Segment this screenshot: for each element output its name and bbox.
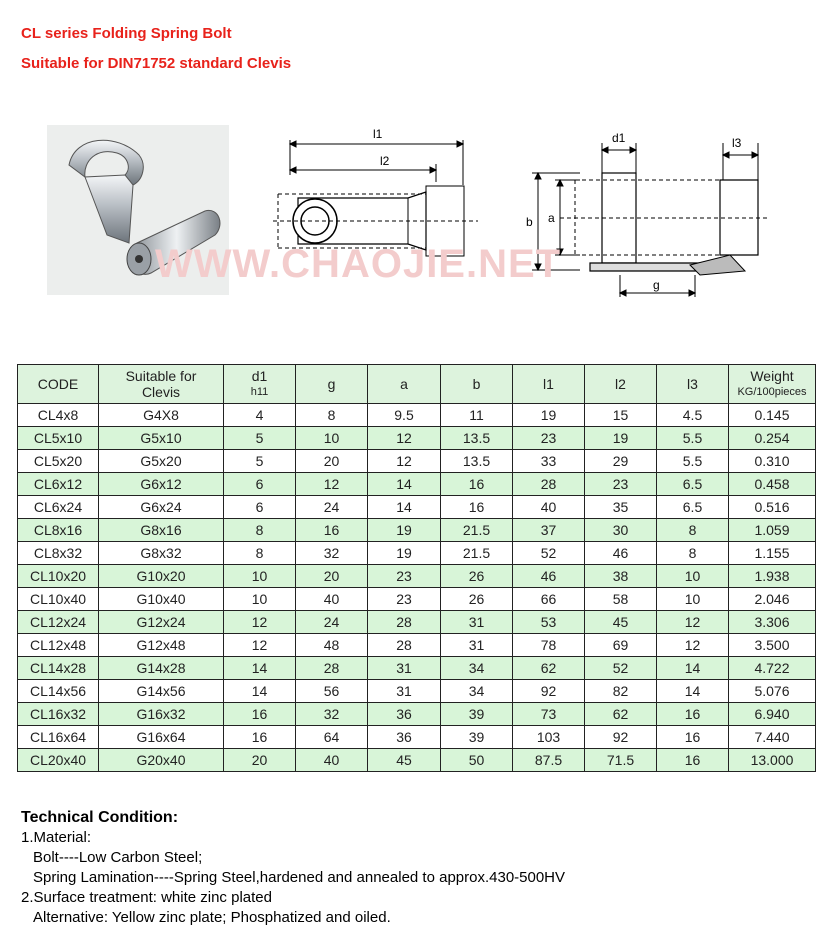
table-cell: 26 [441,565,513,588]
table-row [18,611,816,634]
table-header-row [18,365,816,404]
table-cell: 46 [585,542,657,565]
table-cell: CL8x32 [18,542,99,565]
table-cell: G16x64 [99,726,224,749]
table-cell: 13.5 [441,450,513,473]
table-cell: 30 [585,519,657,542]
table-cell: 23 [513,427,585,450]
table-cell: 35 [585,496,657,519]
table-cell: 12 [368,450,441,473]
table-cell: 10 [296,427,368,450]
header-l3: l3 [657,365,729,404]
table-cell: 12 [224,634,296,657]
table-cell: CL6x12 [18,473,99,496]
table-cell: 16 [657,749,729,772]
technical-line: Bolt----Low Carbon Steel; [33,849,203,866]
table-cell: 16 [224,726,296,749]
header-a: a [368,365,441,404]
table-cell: G16x32 [99,703,224,726]
table-cell: 6.5 [657,496,729,519]
table-cell: G12x48 [99,634,224,657]
table-cell: 12 [224,611,296,634]
table-row [18,588,816,611]
spec-table [17,364,816,772]
table-cell: 16 [657,703,729,726]
table-cell: G14x56 [99,680,224,703]
table-cell: CL5x20 [18,450,99,473]
table-row [18,634,816,657]
table-cell: CL20x40 [18,749,99,772]
table-cell: CL16x32 [18,703,99,726]
technical-line: 2.Surface treatment: white zinc plated [21,889,272,906]
table-cell: 2.046 [729,588,816,611]
watermark: WWW.CHAOJIE.NET [155,242,562,286]
table-cell: 28 [513,473,585,496]
table-cell: 40 [296,749,368,772]
table-cell: 31 [441,611,513,634]
table-row [18,680,816,703]
table-cell: CL12x48 [18,634,99,657]
table-cell: 6 [224,473,296,496]
table-cell: 14 [657,680,729,703]
table-cell: 24 [296,611,368,634]
page-subtitle: Suitable for DIN71752 standard Clevis [21,55,292,72]
table-cell: 14 [657,657,729,680]
table-cell: 40 [296,588,368,611]
table-cell: G5x10 [99,427,224,450]
table-cell: 4.5 [657,404,729,427]
table-cell: 33 [513,450,585,473]
table-row [18,404,816,427]
table-cell: 19 [368,519,441,542]
table-cell: 28 [296,657,368,680]
table-cell: 4.722 [729,657,816,680]
table-cell: 6.5 [657,473,729,496]
header-d1: d1 h11 [224,365,296,404]
table-cell: 4 [224,404,296,427]
table-cell: 1.938 [729,565,816,588]
table-cell: 5.5 [657,427,729,450]
table-cell: 21.5 [441,542,513,565]
label-b: b [526,215,533,229]
table-cell: 19 [368,542,441,565]
table-cell: 16 [296,519,368,542]
table-cell: 62 [585,703,657,726]
header-code: CODE [18,365,99,404]
table-cell: 52 [513,542,585,565]
table-cell: 16 [441,496,513,519]
table-cell: 20 [296,450,368,473]
table-cell: G12x24 [99,611,224,634]
technical-heading: Technical Condition: [21,809,179,826]
table-cell: 0.458 [729,473,816,496]
table-cell: 28 [368,634,441,657]
table-cell: G10x40 [99,588,224,611]
table-cell: 8 [296,404,368,427]
table-row [18,519,816,542]
table-cell: 10 [224,565,296,588]
header-b: b [441,365,513,404]
table-row [18,749,816,772]
table-cell: 12 [657,611,729,634]
table-cell: 0.516 [729,496,816,519]
label-l3: l3 [732,136,742,150]
table-cell: 31 [368,680,441,703]
table-cell: CL5x10 [18,427,99,450]
table-row [18,450,816,473]
table-cell: 5 [224,450,296,473]
table-cell: 3.306 [729,611,816,634]
table-cell: 5.076 [729,680,816,703]
table-cell: 92 [513,680,585,703]
table-row [18,726,816,749]
table-cell: CL16x64 [18,726,99,749]
header-g: g [296,365,368,404]
table-cell: 10 [224,588,296,611]
table-cell: 87.5 [513,749,585,772]
table-cell: 20 [224,749,296,772]
table-cell: 14 [224,680,296,703]
table-cell: CL4x8 [18,404,99,427]
header-l2: l2 [585,365,657,404]
table-cell: 36 [368,703,441,726]
table-cell: 1.059 [729,519,816,542]
table-cell: 45 [585,611,657,634]
table-cell: CL8x16 [18,519,99,542]
table-row [18,565,816,588]
table-cell: G5x20 [99,450,224,473]
table-cell: 23 [368,588,441,611]
table-cell: 6 [224,496,296,519]
table-cell: 26 [441,588,513,611]
table-cell: 0.310 [729,450,816,473]
table-cell: 50 [441,749,513,772]
table-cell: 28 [368,611,441,634]
table-cell: 58 [585,588,657,611]
label-d1: d1 [612,131,626,145]
table-cell: 10 [657,565,729,588]
table-cell: 16 [657,726,729,749]
table-cell: 34 [441,680,513,703]
table-cell: 8 [224,519,296,542]
table-cell: 16 [224,703,296,726]
table-cell: 31 [441,634,513,657]
table-cell: 52 [585,657,657,680]
table-cell: G14x28 [99,657,224,680]
table-cell: 23 [368,565,441,588]
table-cell: CL14x28 [18,657,99,680]
technical-line: Spring Lamination----Spring Steel,hardened and annealed to approx.430-500HV [33,869,566,886]
table-cell: 19 [513,404,585,427]
table-cell: CL12x24 [18,611,99,634]
table-cell: 14 [224,657,296,680]
table-row [18,427,816,450]
table-cell: 34 [441,657,513,680]
table-cell: 46 [513,565,585,588]
technical-condition [21,808,565,928]
table-cell: 9.5 [368,404,441,427]
table-cell: 31 [368,657,441,680]
table-row [18,473,816,496]
table-cell: 24 [296,496,368,519]
table-cell: 8 [224,542,296,565]
table-cell: 0.254 [729,427,816,450]
table-cell: 16 [441,473,513,496]
label-a: a [548,211,555,225]
table-cell: 71.5 [585,749,657,772]
table-cell: CL10x40 [18,588,99,611]
table-cell: G6x24 [99,496,224,519]
table-cell: 19 [585,427,657,450]
page-title: CL series Folding Spring Bolt [21,25,232,42]
table-cell: G6x12 [99,473,224,496]
table-cell: 13.5 [441,427,513,450]
table-cell: 20 [296,565,368,588]
header-clevis: Suitable for Clevis [99,365,224,404]
table-cell: 64 [296,726,368,749]
table-cell: 23 [585,473,657,496]
technical-line: 1.Material: [21,829,92,846]
table-cell: 62 [513,657,585,680]
table-cell: 29 [585,450,657,473]
table-cell: G20x40 [99,749,224,772]
table-cell: 53 [513,611,585,634]
table-cell: 78 [513,634,585,657]
table-cell: 5.5 [657,450,729,473]
table-cell: 8 [657,519,729,542]
header-weight: Weight KG/100pieces [729,365,816,404]
table-row [18,496,816,519]
table-cell: 32 [296,542,368,565]
table-cell: 56 [296,680,368,703]
table-cell: CL14x56 [18,680,99,703]
table-cell: 73 [513,703,585,726]
table-cell: 40 [513,496,585,519]
table-cell: 37 [513,519,585,542]
table-cell: 103 [513,726,585,749]
table-cell: 1.155 [729,542,816,565]
table-cell: 0.145 [729,404,816,427]
table-cell: G8x32 [99,542,224,565]
table-cell: CL6x24 [18,496,99,519]
table-cell: 45 [368,749,441,772]
table-cell: G4X8 [99,404,224,427]
table-cell: 39 [441,703,513,726]
table-cell: 15 [585,404,657,427]
table-cell: 21.5 [441,519,513,542]
header-l1: l1 [513,365,585,404]
table-cell: 7.440 [729,726,816,749]
table-row [18,703,816,726]
table-cell: 8 [657,542,729,565]
table-row [18,542,816,565]
table-cell: 66 [513,588,585,611]
table-cell: 36 [368,726,441,749]
table-cell: 5 [224,427,296,450]
table-cell: G10x20 [99,565,224,588]
table-cell: 48 [296,634,368,657]
table-cell: 82 [585,680,657,703]
label-l1: l1 [373,127,383,141]
table-cell: 12 [368,427,441,450]
table-cell: 3.500 [729,634,816,657]
table-cell: 14 [368,496,441,519]
technical-line: Alternative: Yellow zinc plate; Phosphatized and oiled. [33,909,391,926]
table-cell: 12 [296,473,368,496]
table-cell: 12 [657,634,729,657]
table-cell: G8x16 [99,519,224,542]
table-cell: 39 [441,726,513,749]
table-cell: 13.000 [729,749,816,772]
table-cell: 10 [657,588,729,611]
table-cell: CL10x20 [18,565,99,588]
table-cell: 11 [441,404,513,427]
table-cell: 32 [296,703,368,726]
label-l2: l2 [380,154,390,168]
table-cell: 6.940 [729,703,816,726]
table-cell: 38 [585,565,657,588]
table-cell: 14 [368,473,441,496]
label-g: g [653,278,660,292]
table-row [18,657,816,680]
table-cell: 92 [585,726,657,749]
table-cell: 69 [585,634,657,657]
